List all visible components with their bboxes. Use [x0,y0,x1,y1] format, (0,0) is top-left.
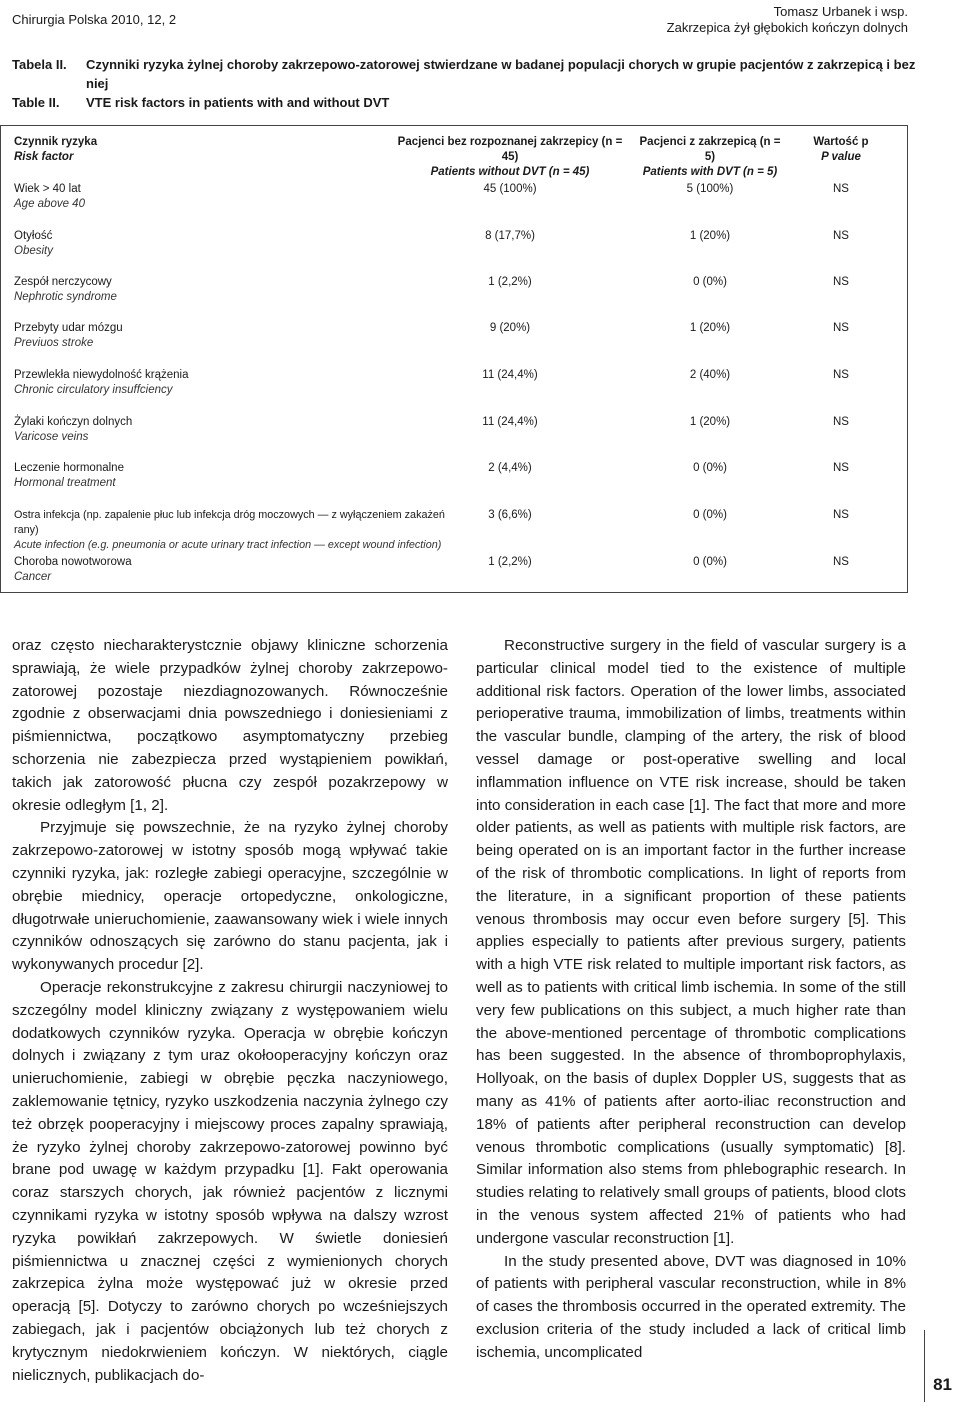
value-with-dvt: 0 (0%) [693,462,727,474]
value-with-dvt: 1 (20%) [689,230,731,242]
table-row [0,555,960,601]
paragraph: oraz często niecharakterystcznie objawy kliniczne schorzenia sprawiają, że wiele przypadków żylnej choroby zakrzepowo-zatorowej pozostaje niezdiagnozowanych. Równocześnie zgodnie z obserwacjami dnia powszedniego i doniesieniami z piśmiennictwa, początkowo asymptomatyczny przebieg schorzenia nie zabezpiecza przed wystąpieniem powikłań, takich jak zatorowość płucna czy zespół pozakrzepowy w okresie odległym [1, 2]. [12,637,448,814]
risk-factor-pl: Przewlekła niewydolność krążenia [14,369,189,381]
p-value: NS [833,230,849,242]
running-title: Zakrzepica żył głębokich kończyn dolnych [666,20,908,35]
value-without-dvt: 9 (20%) [489,322,531,334]
header-risk-factor: Czynnik ryzyka Risk factor [14,136,98,163]
header-with-dvt: Pacjenci z zakrzepicą (n = 5) Patients with DVT (n = 5) [639,136,781,178]
journal-citation: Chirurgia Polska 2010, 12, 2 [12,12,177,27]
risk-factor-pl: Żylaki kończyn dolnych [14,416,133,428]
risk-factor-en: Cancer [14,571,52,583]
header-right [667,4,908,36]
paragraph: Przyjmuje się powszechnie, że na ryzyko żylnej choroby zakrzepowo-zatorowej w istotny sposób mogą wpływać takie czynniki ryzyka, jak: rozległe zabiegi operacyjne, szczególnie w obrębie miednicy, operacje ortopedyczne, onkologiczne, długotrwałe unieruchomienie, zaawansowany wiek i wiele innych czynników odnoszących się zarówno do stanu pacjenta, jak i wykonywanych procedur [2]. [12,819,448,974]
value-without-dvt: 1 (2,2%) [488,276,532,288]
p-value: NS [833,462,849,474]
header-without-dvt: Pacjenci bez rozpoznanej zakrzepicy (n = 45) Patients without DVT (n = 45) [397,136,623,178]
value-with-dvt: 0 (0%) [693,556,727,568]
caption-label-en: Table II. [12,95,60,110]
value-without-dvt: 11 (24,4%) [482,369,538,381]
table-row [0,321,960,367]
table-row [0,275,960,321]
table-row [0,508,960,554]
risk-factor-pl: Zespół nerczycowy [14,276,112,288]
risk-factor-en: Varicose veins [14,431,89,443]
value-with-dvt: 0 (0%) [693,509,727,521]
paragraph: Operacje rekonstrukcyjne z zakresu chirurgii naczyniowej to szczególny model kliniczny związany z występowaniem wielu dodatkowych czynników ryzyka. Operacja w obrębie kończyn dolnych i związany z tym uraz okołooperacyjny kończyn oraz unieruchomienie, zabiegi w obrębie pęczka naczyniowego, zaklemowanie tętnicy, ryzyko uszkodzenia naczynia żylnego czy też obrzęk pooperacyjny i miejscowy proces zapalny sprawiają, że ryzyko żylnej choroby zakrzepowo-zatorowej powinno być brane pod uwagę w każdym przypadku [1]. Fakt operowania coraz starszych chorych, jak również pacjentów z licznymi czynnikami ryzyka w istotny sposób wpływa na dalszy wzrost ryzyka powikłań zakrzepowych. W świetle doniesień piśmiennictwa u znacznej części z wymienionych chorych zakrzepica żylna może występować już w okresie przed operacją [5]. Dotyczy to zarówno chorych po wcześniejszych zabiegach, jak i pacjentów obciążonych lub też chorych z krytycznym niedokrwieniem kończyn. W niektórych, ciągle nielicznych, publikacjach do- [12,978,448,1384]
page-number-rule [924,1330,925,1402]
body-column-english [476,635,906,1365]
value-with-dvt: 2 (40%) [689,369,731,381]
p-value: NS [833,416,849,428]
paragraph: Reconstructive surgery in the field of vascular surgery is a particular clinical model tied to the existence of multiple additional risk factors. Operation of the lower limbs, associated perioperative trauma, immobilization of limbs, treatments within the vascular bundle, clamping of the artery, the risk of blood vessel damage or post-operative swelling and local inflammation influence on VTE risk increase, should be taken into consideration in each case [1]. The fact that more and more older patients, as well as patients with multiple risk factors, are being operated on is an important factor in the further increase of the risk of thrombotic complications. In light of reports from the literature, in a significant proportion of these patients venous thrombosis may occur even before surgery [5]. This applies especially to patients after previous surgery, patients with a high VTE risk related to multiple important risk factors, as well as to patients with critical limb ischemia. In some of the still very few publications on this subject, a much higher rate than the above-mentioned percentage of thrombotic complications has been suggested. In the absence of thromboprophylaxis, Hollyoak, on the basis of duplex Doppler US, suggests that as many as 41% of patients after aorto-iliac reconstruction and 18% of patients after peripheral reconstruction can develop venous thrombotic complications (usually symptomatic) [8]. Similar information also stems from phlebographic research. In studies relating to relatively small groups of patients, blood clots in the venous system affected 21% of patients who had undergone vascular reconstruction [1]. [476,637,906,1247]
paragraph: In the study presented above, DVT was diagnosed in 10% of patients with peripheral vascular reconstruction, while in 8% of cases the thrombosis occurred in the operated extremity. The exclusion criteria of the study included a lack of critical limb ischemia, uncomplicated [476,1252,906,1361]
p-value: NS [833,509,849,521]
p-value: NS [833,183,849,195]
value-without-dvt: 11 (24,4%) [482,416,538,428]
risk-factor-pl: Choroba nowotworowa [14,556,132,568]
page-number: 81 [933,1375,952,1394]
risk-factor-pl: Przebyty udar mózgu [14,322,123,334]
caption-label-pl: Tabela II. [12,57,67,72]
table-row [0,415,960,461]
value-with-dvt: 1 (20%) [689,416,731,428]
table-caption [12,55,917,112]
table-row [0,368,960,414]
value-with-dvt: 1 (20%) [689,322,731,334]
risk-factor-pl: Ostra infekcja (np. zapalenie płuc lub infekcja dróg moczowych — z wyłączeniem zakażeń rany) [14,509,445,536]
table-row [0,182,960,228]
risk-factor-en: Nephrotic syndrome [14,291,117,303]
header-p-value: Wartość p P value [813,136,869,163]
caption-text-en: VTE risk factors in patients with and without DVT [86,95,390,110]
risk-factor-pl: Leczenie hormonalne [14,462,124,474]
value-with-dvt: 5 (100%) [686,183,734,195]
value-without-dvt: 3 (6,6%) [488,509,532,521]
authors: Tomasz Urbanek i wsp. [773,4,908,19]
table-top-rule [0,125,908,126]
risk-factor-en: Previuos stroke [14,337,94,349]
table-row [0,229,960,275]
p-value: NS [833,322,849,334]
p-value: NS [833,556,849,568]
risk-factor-en: Acute infection (e.g. pneumonia or acute urinary tract infection — except wound infection) [14,539,442,551]
risk-factor-en: Age above 40 [14,198,85,210]
value-without-dvt: 8 (17,7%) [485,230,535,242]
caption-text-pl: Czynniki ryzyka żylnej choroby zakrzepowo-zatorowej stwierdzane w badanej populacji chorych w grupie pacjentów z zakrzepicą i bez niej [86,57,916,91]
risk-factor-pl: Wiek > 40 lat [14,183,81,195]
risk-factor-table [0,125,960,593]
p-value: NS [833,369,849,381]
risk-factor-pl: Otyłość [14,230,53,242]
p-value: NS [833,276,849,288]
value-without-dvt: 1 (2,2%) [488,556,532,568]
risk-factor-en: Obesity [14,245,53,257]
body-column-polish [12,635,448,1387]
risk-factor-en: Chronic circulatory insuffciency [14,384,173,396]
risk-factor-en: Hormonal treatment [14,477,116,489]
running-header [12,4,908,44]
value-with-dvt: 0 (0%) [693,276,727,288]
value-without-dvt: 2 (4,4%) [488,462,532,474]
table-row [0,461,960,507]
value-without-dvt: 45 (100%) [483,183,537,195]
